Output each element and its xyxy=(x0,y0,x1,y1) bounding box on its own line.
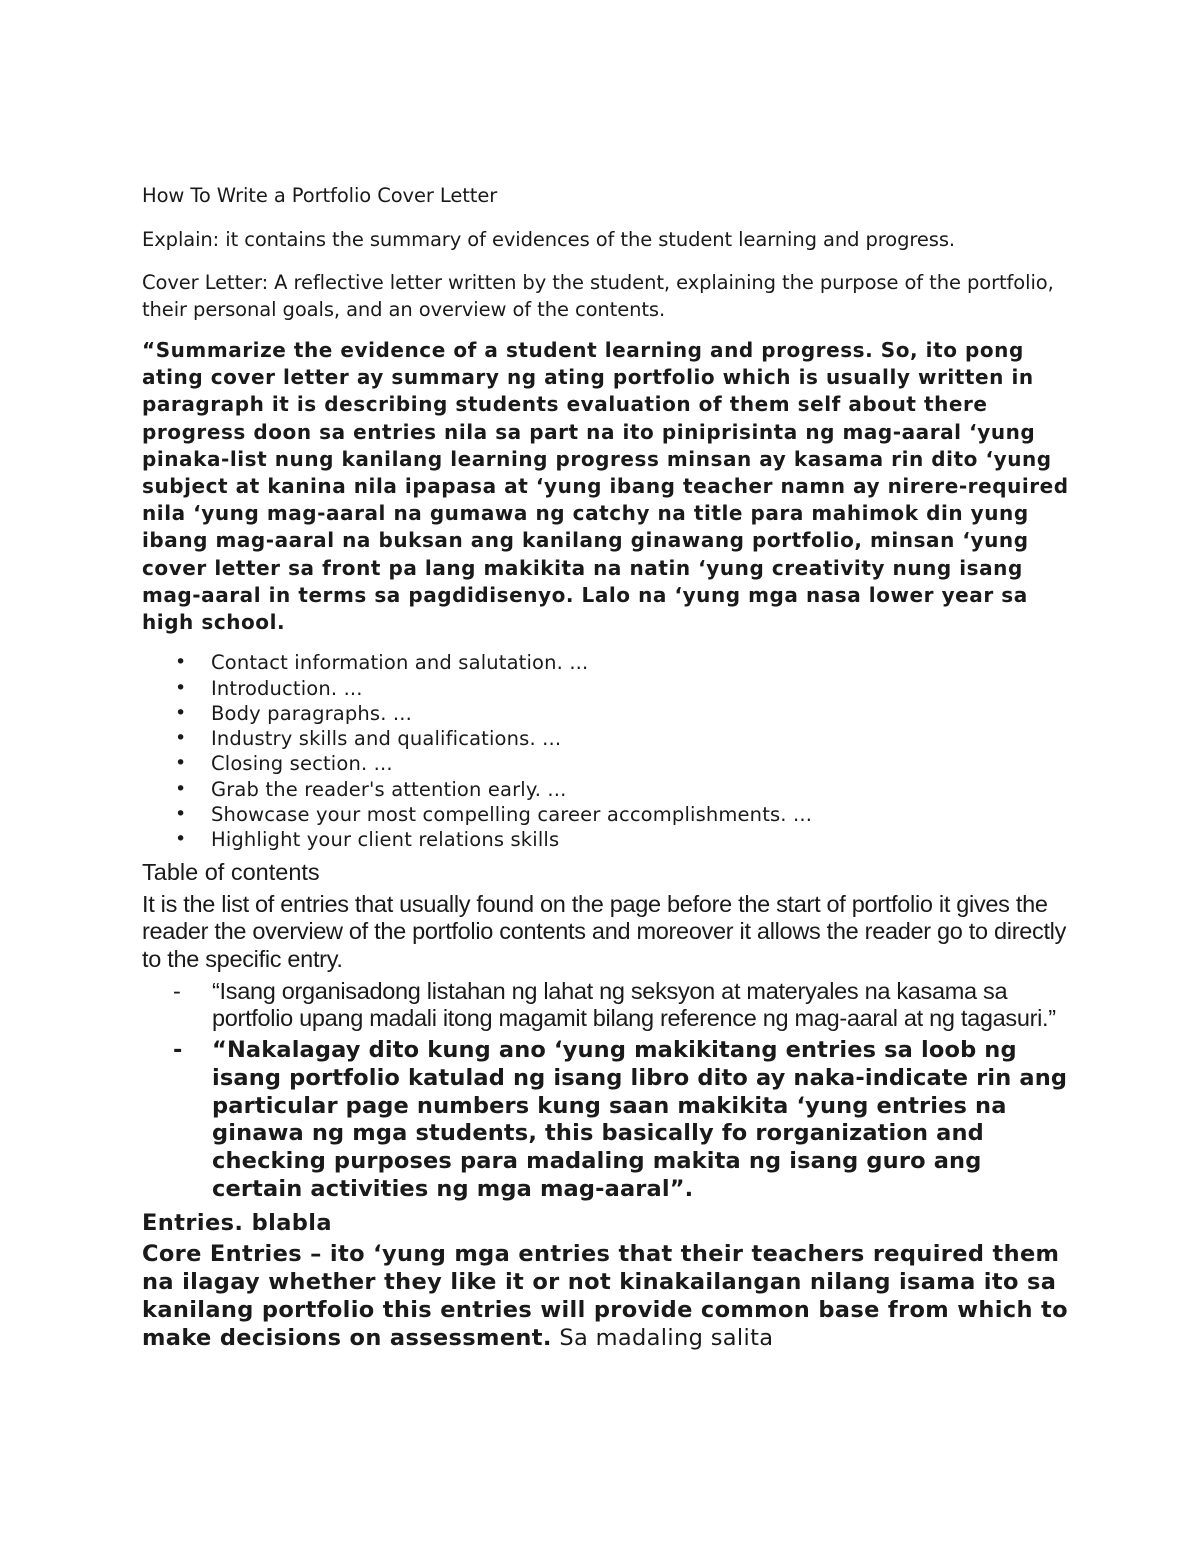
dash-icon: - xyxy=(173,1037,183,1064)
dash-icon: - xyxy=(173,977,181,1004)
list-item xyxy=(142,650,1072,675)
core-entries-paragraph xyxy=(142,1241,1072,1352)
cover-letter-parts-list xyxy=(142,650,1072,852)
list-item xyxy=(142,777,1072,802)
bullet-icon: • xyxy=(175,803,187,826)
list-item-text: Closing section. ... xyxy=(211,752,393,776)
list-item xyxy=(142,751,1072,776)
list-item xyxy=(142,726,1072,751)
list-item-text: “Nakalagay dito kung ano ‘yung makikitang entries sa loob ng isang portfolio katulad ng isang libro dito ay naka-indicate rin ang particular page numbers kung saan makikita ‘yung entries na ginawa ng mga students, this basically fo rorganization and checking purposes para madaling makita ng isang guro ang certain activities ng mga mag-aaral”. xyxy=(212,1037,1068,1202)
summary-quote-paragraph: “Summarize the evidence of a student learning and progress. So, ito pong ating cover letter ay summary ng ating portfolio which is usually written in paragraph it is describing students evaluation of them self about there progress doon sa entries nila sa part na ito piniprisinta ng mag-aaral ‘yung pinaka-list nung kanilang learning progress minsan ay kasama rin dito ‘yung subject at kanina nila ipapasa at ‘yung ibang teacher namn ay nirere-required nila ‘yung mag-aaral na gumawa ng catchy na title para mahimok din yung ibang mag-aaral na buksan ang kanilang ginawang portfolio, minsan ‘yung cover letter sa front pa lang makikita na natin ‘yung creativity nung isang mag-aaral in terms sa pagdidisenyo. Lalo na ‘yung mga nasa lower year sa high school. xyxy=(142,338,1069,635)
list-item-text: Contact information and salutation. ... xyxy=(211,651,589,675)
bullet-icon: • xyxy=(175,651,187,674)
list-item xyxy=(142,827,1072,852)
list-item-text: Grab the reader's attention early. ... xyxy=(211,777,567,801)
list-item xyxy=(142,1037,1072,1203)
list-item-text: “Isang organisadong listahan ng lahat ng seksyon at materyales na kasama sa portfolio upang madali itong magamit bilang reference ng mag-aaral at ng tagasuri.” xyxy=(212,977,1056,1032)
list-item-text: Showcase your most compelling career accomplishments. ... xyxy=(211,803,813,827)
list-item-text: Introduction. ... xyxy=(211,676,363,700)
core-entries-bold-text: Core Entries – ito ‘yung mga entries that their teachers required them na ilagay whether they like it or not kinakailangan nilang isama ito sa kanilang portfolio this entries will provide common base from which to make decisions on assessment. xyxy=(142,1241,1068,1351)
core-entries-plain-text: Sa madaling salita xyxy=(551,1324,774,1351)
list-item-text: Highlight your client relations skills xyxy=(211,828,560,852)
toc-quotes-list xyxy=(142,978,1072,1204)
document-title: How To Write a Portfolio Cover Letter xyxy=(142,184,498,207)
cover-letter-paragraph: Cover Letter: A reflective letter written by the student, explaining the purpose of the portfolio, their personal goals, and an overview of the contents. xyxy=(142,271,1054,321)
bullet-icon: • xyxy=(175,727,187,750)
document-body xyxy=(142,182,1072,1353)
list-item xyxy=(142,802,1072,827)
bullet-icon: • xyxy=(175,777,187,800)
explain-paragraph: Explain: it contains the summary of evidences of the student learning and progress. xyxy=(142,228,955,251)
list-item xyxy=(142,701,1072,726)
toc-heading: Table of contents xyxy=(142,858,320,885)
entries-heading: Entries. blabla xyxy=(142,1210,332,1237)
bullet-icon: • xyxy=(175,828,187,851)
list-item xyxy=(142,978,1072,1033)
bullet-icon: • xyxy=(175,752,187,775)
bullet-icon: • xyxy=(175,676,187,699)
bullet-icon: • xyxy=(175,701,187,724)
list-item-text: Body paragraphs. ... xyxy=(211,701,412,725)
list-item-text: Industry skills and qualifications. ... xyxy=(211,727,562,751)
list-item xyxy=(142,676,1072,701)
toc-paragraph: It is the list of entries that usually found on the page before the start of portfolio it gives the reader the overview of the portfolio contents and moreover it allows the reader go to directly to the specific entry. xyxy=(142,890,1067,973)
